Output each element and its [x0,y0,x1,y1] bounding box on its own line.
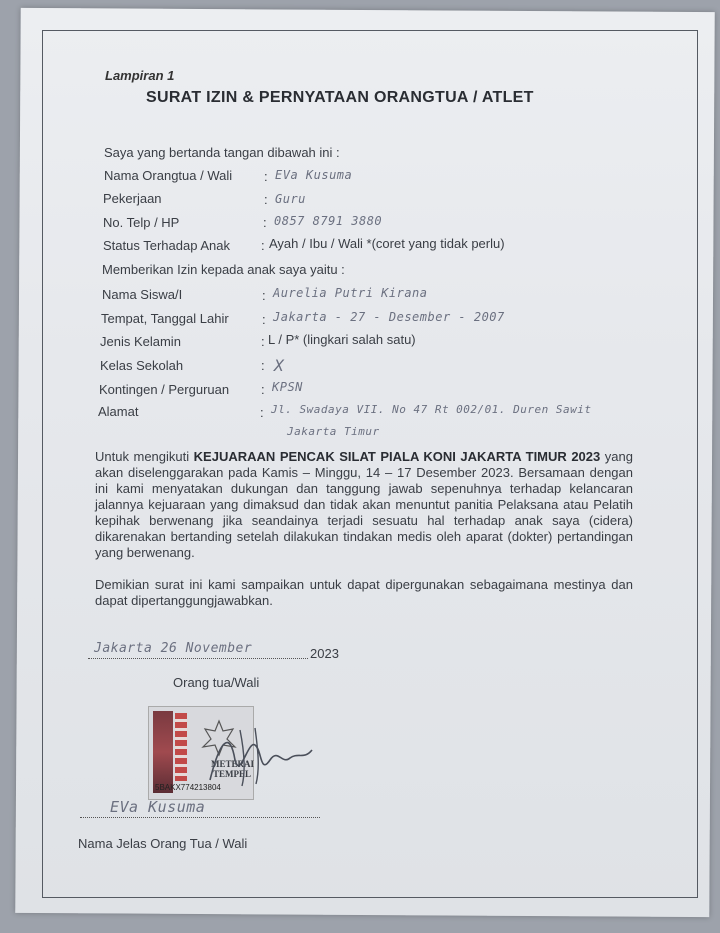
contingent-label: Kontingen / Perguruan [99,382,230,397]
closing-paragraph: Demikian surat ini kami sampaikan untuk dapat dipergunakan sebagaimana mestinya dan dapat dipertanggungjawabkan. [95,577,633,608]
signer-name-caption: Nama Jelas Orang Tua / Wali [78,836,248,851]
stamp-label-tempel: TEMPEL [213,769,252,779]
colon: : [261,382,265,397]
job-value: Guru [275,192,306,206]
agreement-paragraph [95,449,633,561]
stamp-serial: 5BAKX774213804 [155,783,221,792]
address-line-2: Jakarta Timur [287,425,380,438]
student-name-value: Aurelia Putri Kirana [273,286,428,300]
document-title: SURAT IZIN & PERNYATAAN ORANGTUA / ATLET [146,89,534,106]
permission-line: Memberikan Izin kepada anak saya yaitu : [102,262,345,277]
agreement-lead: Untuk mengikuti [95,449,190,464]
parent-name-label: Nama Orangtua / Wali [104,168,233,183]
agreement-rest: yang akan diselenggarakan pada Kamis – Minggu, 14 – 17 Desember 2023. Bersamaan dengan ini kami menyatakan dukungan dan tanggung jawab sepenuhnya terhadap kelancaran jalannya kejuaraan yang dimaksud dan tidak akan menuntut panitia Pelaksana atau Pelatih kepihak berwenang jika seandainya terjadi sesuatu hal terhadap anak saya (cidera) dikarenakan bertanding setelah dilakukan tindakan medis oleh aparat (dokter) pertandingan yang berwenang. [95,449,633,560]
colon: : [262,288,266,303]
stamp-security-strip [175,713,187,781]
phone-label: No. Telp / HP [103,215,180,230]
handwritten-signature [200,720,320,790]
lampiran-label: Lampiran 1 [105,68,175,83]
colon: : [261,358,265,373]
status-label: Status Terhadap Anak [103,238,230,253]
birth-value: Jakarta - 27 - Desember - 2007 [273,310,505,324]
colon: : [260,405,264,420]
colon: : [263,215,267,230]
address-line-1: Jl. Swadaya VII. No 47 Rt 002/01. Duren Sawit [271,403,592,416]
class-value: X [274,356,285,375]
colon: : [262,312,266,327]
colon: : [264,169,268,184]
stamp-band [153,711,173,793]
status-value: Ayah / Ibu / Wali *(coret yang tidak perlu) [269,236,505,251]
signer-role: Orang tua/Wali [173,675,260,690]
parent-name-value: EVa Kusuma [275,168,353,182]
address-label: Alamat [98,404,139,419]
colon: : [264,192,268,207]
gender-label: Jenis Kelamin [100,334,181,349]
colon: : [261,334,265,349]
intro-text: Saya yang bertanda tangan dibawah ini : [104,145,340,160]
phone-value: 0857 8791 3880 [274,214,383,228]
signature-year: 2023 [310,646,339,661]
event-name: KEJUARAAN PENCAK SILAT PIALA KONI JAKARTA TIMUR 2023 [193,449,601,464]
job-label: Pekerjaan [103,191,162,206]
birth-label: Tempat, Tanggal Lahir [101,311,229,326]
contingent-value: KPSN [272,380,303,394]
student-name-label: Nama Siswa/I [102,287,183,302]
signer-name-value: EVa Kusuma [110,798,206,816]
stamp-label-meterai: METERAI [211,759,255,769]
class-label: Kelas Sekolah [100,358,184,373]
colon: : [261,238,265,253]
gender-value: L / P* (lingkari salah satu) [268,332,416,347]
place-date-value: Jakarta 26 November [94,641,253,656]
